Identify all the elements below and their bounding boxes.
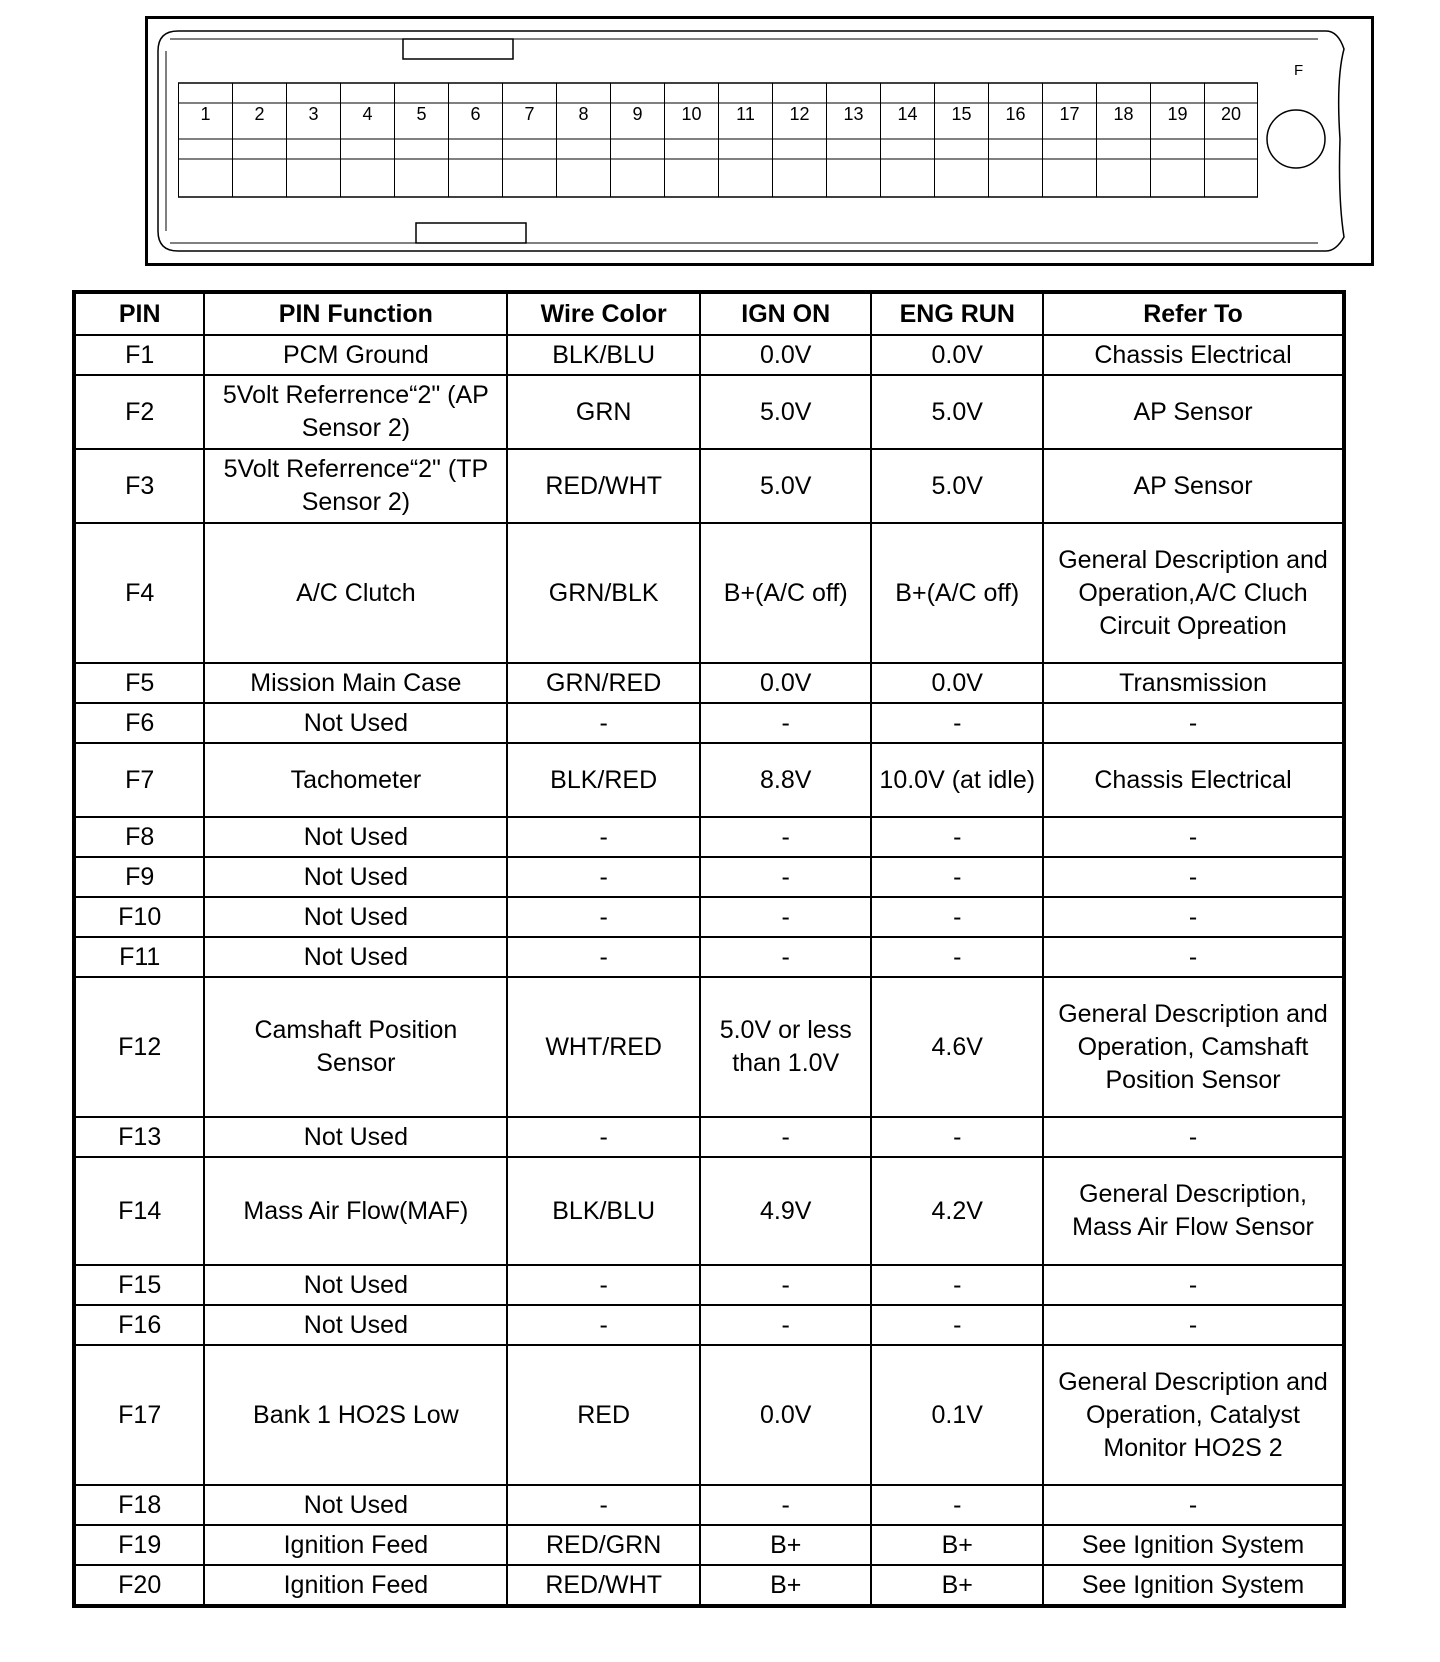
pin-function-cell: Not Used	[204, 1117, 507, 1157]
connector-pin	[286, 83, 340, 197]
wire-color-cell: BLK/BLU	[507, 335, 700, 375]
table-row	[74, 375, 1344, 449]
wire-color-cell: -	[507, 1305, 700, 1345]
eng-run-cell: 5.0V	[871, 375, 1043, 449]
eng-run-cell: 0.0V	[871, 663, 1043, 703]
header-ign-on: IGN ON	[700, 292, 872, 335]
table-row	[74, 1525, 1344, 1565]
connector-pin	[934, 83, 988, 197]
header-pin-function: PIN Function	[204, 292, 507, 335]
table-row	[74, 857, 1344, 897]
refer-to-cell: General Description and Operation,A/C Cluch Circuit Opreation	[1043, 523, 1344, 663]
connector-pin-number: 15	[951, 104, 972, 124]
pin-cell: F4	[74, 523, 204, 663]
ign-on-cell: B+	[700, 1565, 872, 1606]
table-row	[74, 817, 1344, 857]
ign-on-cell: -	[700, 817, 872, 857]
connector-label: F	[1294, 62, 1304, 79]
table-row	[74, 1305, 1344, 1345]
refer-to-cell: -	[1043, 937, 1344, 977]
table-row	[74, 1485, 1344, 1525]
ign-on-cell: 8.8V	[700, 743, 872, 817]
connector-pin	[664, 83, 718, 197]
pin-function-cell: A/C Clutch	[204, 523, 507, 663]
connector-pin-number: 11	[736, 104, 755, 124]
header-pin: PIN	[74, 292, 204, 335]
connector-pin	[232, 83, 286, 197]
ign-on-cell: 5.0V	[700, 449, 872, 523]
pin-function-cell: Tachometer	[204, 743, 507, 817]
table-row	[74, 1345, 1344, 1485]
connector-pin	[178, 83, 232, 197]
table-row	[74, 1157, 1344, 1265]
ign-on-cell: -	[700, 1305, 872, 1345]
connector-pin	[340, 83, 394, 197]
wire-color-cell: -	[507, 703, 700, 743]
refer-to-cell: -	[1043, 1117, 1344, 1157]
pin-cell: F10	[74, 897, 204, 937]
wire-color-cell: -	[507, 897, 700, 937]
eng-run-cell: 10.0V (at idle)	[871, 743, 1043, 817]
pin-cell: F3	[74, 449, 204, 523]
eng-run-cell: -	[871, 817, 1043, 857]
ign-on-cell: -	[700, 937, 872, 977]
pin-cell: F17	[74, 1345, 204, 1485]
eng-run-cell: 4.6V	[871, 977, 1043, 1117]
pin-function-cell: Ignition Feed	[204, 1525, 507, 1565]
pin-function-cell: Bank 1 HO2S Low	[204, 1345, 507, 1485]
connector-pin-number: 19	[1167, 104, 1188, 124]
eng-run-cell: B+	[871, 1525, 1043, 1565]
connector-pin	[772, 83, 826, 197]
refer-to-cell: -	[1043, 1265, 1344, 1305]
connector-pin-number: 6	[470, 104, 481, 124]
pin-function-cell: Not Used	[204, 937, 507, 977]
eng-run-cell: -	[871, 1485, 1043, 1525]
pin-cell: F5	[74, 663, 204, 703]
connector-pin	[1204, 83, 1258, 197]
connector-pin-number: 9	[632, 104, 643, 124]
table-row	[74, 523, 1344, 663]
connector-pin	[1096, 83, 1150, 197]
ign-on-cell: 4.9V	[700, 1157, 872, 1265]
header-wire-color: Wire Color	[507, 292, 700, 335]
table-row	[74, 335, 1344, 375]
wire-color-cell: GRN/RED	[507, 663, 700, 703]
refer-to-cell: -	[1043, 897, 1344, 937]
eng-run-cell: -	[871, 1305, 1043, 1345]
connector-pin-number: 14	[897, 104, 918, 124]
pin-cell: F6	[74, 703, 204, 743]
table-row	[74, 703, 1344, 743]
table-row	[74, 663, 1344, 703]
pin-function-cell: Not Used	[204, 1485, 507, 1525]
pin-cell: F12	[74, 977, 204, 1117]
pin-table	[72, 290, 1346, 1608]
connector-pin	[394, 83, 448, 197]
header-eng-run: ENG RUN	[871, 292, 1043, 335]
eng-run-cell: -	[871, 1265, 1043, 1305]
refer-to-cell: Chassis Electrical	[1043, 335, 1344, 375]
wire-color-cell: BLK/RED	[507, 743, 700, 817]
connector-pin-number: 3	[308, 104, 319, 124]
header-refer-to: Refer To	[1043, 292, 1344, 335]
ign-on-cell: 5.0V or less than 1.0V	[700, 977, 872, 1117]
eng-run-cell: 5.0V	[871, 449, 1043, 523]
connector-pin-number: 13	[843, 104, 864, 124]
table-row	[74, 1565, 1344, 1606]
wire-color-cell: -	[507, 817, 700, 857]
refer-to-cell: -	[1043, 857, 1344, 897]
refer-to-cell: -	[1043, 817, 1344, 857]
ign-on-cell: 0.0V	[700, 1345, 872, 1485]
wire-color-cell: RED/GRN	[507, 1525, 700, 1565]
wire-color-cell: GRN/BLK	[507, 523, 700, 663]
pin-function-cell: Not Used	[204, 1305, 507, 1345]
connector-pin-number: 18	[1113, 104, 1134, 124]
pin-cell: F16	[74, 1305, 204, 1345]
connector-pin-number: 1	[200, 104, 211, 124]
pin-cell: F9	[74, 857, 204, 897]
pin-function-cell: 5Volt Referrence“2" (TP Sensor 2)	[204, 449, 507, 523]
eng-run-cell: 4.2V	[871, 1157, 1043, 1265]
ign-on-cell: 5.0V	[700, 375, 872, 449]
eng-run-cell: -	[871, 857, 1043, 897]
pin-function-cell: Not Used	[204, 857, 507, 897]
pin-cell: F13	[74, 1117, 204, 1157]
table-row	[74, 977, 1344, 1117]
table-row	[74, 1117, 1344, 1157]
pin-function-cell: 5Volt Referrence“2" (AP Sensor 2)	[204, 375, 507, 449]
connector-pin	[880, 83, 934, 197]
ign-on-cell: -	[700, 1265, 872, 1305]
pin-cell: F20	[74, 1565, 204, 1606]
connector-pin	[1042, 83, 1096, 197]
connector-pin-number: 17	[1059, 104, 1080, 124]
ign-on-cell: 0.0V	[700, 335, 872, 375]
pin-function-cell: Not Used	[204, 703, 507, 743]
connector-pin-number: 20	[1220, 104, 1242, 124]
pin-cell: F2	[74, 375, 204, 449]
connector-diagram	[145, 16, 1374, 266]
table-row	[74, 449, 1344, 523]
ign-on-cell: B+	[700, 1525, 872, 1565]
pin-cell: F7	[74, 743, 204, 817]
connector-pin	[448, 83, 502, 197]
pin-function-cell: Ignition Feed	[204, 1565, 507, 1606]
wire-color-cell: -	[507, 937, 700, 977]
ign-on-cell: -	[700, 897, 872, 937]
ign-on-cell: -	[700, 703, 872, 743]
refer-to-cell: General Description and Operation, Catalyst Monitor HO2S 2	[1043, 1345, 1344, 1485]
connector-pin-number: 2	[254, 104, 265, 124]
pin-cell: F1	[74, 335, 204, 375]
refer-to-cell: -	[1043, 1485, 1344, 1525]
eng-run-cell: 0.1V	[871, 1345, 1043, 1485]
connector-pin-number: 10	[681, 104, 702, 124]
table-row	[74, 937, 1344, 977]
wire-color-cell: -	[507, 1117, 700, 1157]
connector-pin-number: 7	[524, 104, 535, 124]
pin-cell: F11	[74, 937, 204, 977]
connector-pin-number: 16	[1005, 104, 1026, 124]
eng-run-cell: -	[871, 897, 1043, 937]
table-row	[74, 743, 1344, 817]
refer-to-cell: Chassis Electrical	[1043, 743, 1344, 817]
wire-color-cell: GRN	[507, 375, 700, 449]
eng-run-cell: -	[871, 937, 1043, 977]
wire-color-cell: RED/WHT	[507, 449, 700, 523]
table-row	[74, 1265, 1344, 1305]
pin-cell: F19	[74, 1525, 204, 1565]
ign-on-cell: 0.0V	[700, 663, 872, 703]
pin-function-cell: Not Used	[204, 1265, 507, 1305]
table-row	[74, 897, 1344, 937]
table-header-row	[74, 292, 1344, 335]
wire-color-cell: -	[507, 1265, 700, 1305]
connector-pin	[556, 83, 610, 197]
connector-pin-number: 12	[789, 104, 810, 124]
wire-color-cell: BLK/BLU	[507, 1157, 700, 1265]
eng-run-cell: -	[871, 703, 1043, 743]
pin-cell: F14	[74, 1157, 204, 1265]
pin-function-cell: Mission Main Case	[204, 663, 507, 703]
eng-run-cell: -	[871, 1117, 1043, 1157]
connector-pin	[988, 83, 1042, 197]
eng-run-cell: B+(A/C off)	[871, 523, 1043, 663]
pin-cell: F8	[74, 817, 204, 857]
ign-on-cell: -	[700, 857, 872, 897]
refer-to-cell: See Ignition System	[1043, 1565, 1344, 1606]
connector-pin-number: 5	[416, 104, 427, 124]
refer-to-cell: AP Sensor	[1043, 375, 1344, 449]
pin-cell: F18	[74, 1485, 204, 1525]
refer-to-cell: Transmission	[1043, 663, 1344, 703]
pin-function-cell: Not Used	[204, 817, 507, 857]
pin-function-cell: Mass Air Flow(MAF)	[204, 1157, 507, 1265]
eng-run-cell: B+	[871, 1565, 1043, 1606]
ign-on-cell: -	[700, 1485, 872, 1525]
pin-function-cell: Camshaft Position Sensor	[204, 977, 507, 1117]
wire-color-cell: WHT/RED	[507, 977, 700, 1117]
wire-color-cell: -	[507, 857, 700, 897]
connector-pin	[826, 83, 880, 197]
connector-pin-number: 8	[578, 104, 589, 124]
wire-color-cell: RED/WHT	[507, 1565, 700, 1606]
refer-to-cell: See Ignition System	[1043, 1525, 1344, 1565]
eng-run-cell: 0.0V	[871, 335, 1043, 375]
pin-function-cell: PCM Ground	[204, 335, 507, 375]
wire-color-cell: RED	[507, 1345, 700, 1485]
pin-function-cell: Not Used	[204, 897, 507, 937]
connector-pin	[718, 83, 772, 197]
connector-pin-row	[178, 83, 1258, 197]
connector-pin	[502, 83, 556, 197]
connector-pin	[610, 83, 664, 197]
ign-on-cell: -	[700, 1117, 872, 1157]
refer-to-cell: General Description and Operation, Camshaft Position Sensor	[1043, 977, 1344, 1117]
refer-to-cell: General Description, Mass Air Flow Sensor	[1043, 1157, 1344, 1265]
connector-pin	[1150, 83, 1204, 197]
ign-on-cell: B+(A/C off)	[700, 523, 872, 663]
pin-cell: F15	[74, 1265, 204, 1305]
wire-color-cell: -	[507, 1485, 700, 1525]
refer-to-cell: AP Sensor	[1043, 449, 1344, 523]
refer-to-cell: -	[1043, 703, 1344, 743]
refer-to-cell: -	[1043, 1305, 1344, 1345]
connector-pin-number: 4	[362, 104, 373, 124]
